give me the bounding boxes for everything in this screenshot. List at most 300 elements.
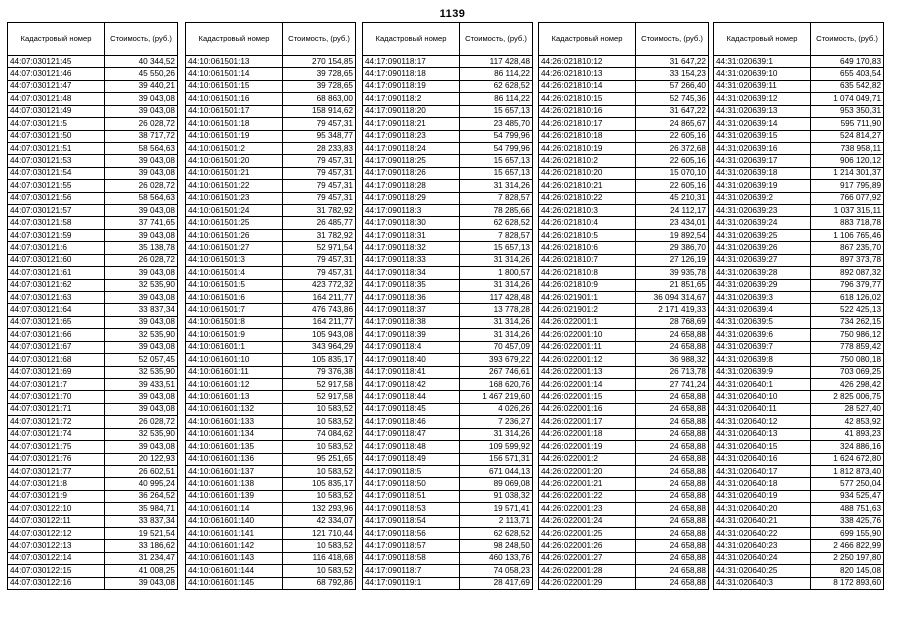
table-row [363, 192, 533, 204]
page-number: 1139 [439, 8, 466, 20]
cadastral-number-cell: 44:26:021810:8 [539, 267, 636, 279]
table-row [8, 428, 178, 440]
cost-cell: 10 583,52 [283, 403, 356, 415]
table-row [186, 167, 356, 179]
table-row [539, 80, 709, 92]
table-row [363, 118, 533, 130]
cost-cell: 91 038,32 [460, 490, 533, 502]
cadastral-number-cell: 44:17:090118:7 [363, 565, 460, 577]
cadastral-number-cell: 44:10:061601:142 [186, 540, 283, 552]
cost-cell: 74 084,62 [283, 428, 356, 440]
cost-cell: 738 958,11 [811, 142, 884, 154]
cost-cell: 52 917,58 [283, 391, 356, 403]
cost-cell: 164 211,77 [283, 292, 356, 304]
table-row [186, 366, 356, 378]
cost-cell: 39 728,65 [283, 80, 356, 92]
cost-cell: 393 679,22 [460, 354, 533, 366]
cadastral-number-cell: 44:10:061501:8 [186, 316, 283, 328]
cost-cell: 39 728,65 [283, 68, 356, 80]
cadastral-number-cell: 44:10:061601:132 [186, 403, 283, 415]
cadastral-number-cell: 44:31:020639:18 [714, 167, 811, 179]
table-row [186, 93, 356, 105]
cadastral-number-cell: 44:10:061601:11 [186, 366, 283, 378]
table-row [714, 254, 884, 266]
cadastral-number-cell: 44:07:030121:77 [8, 465, 105, 477]
cadastral-number-cell: 44:31:020639:13 [714, 105, 811, 117]
cost-cell: 7 828,57 [460, 192, 533, 204]
table-row [8, 242, 178, 254]
cadastral-number-cell: 44:31:020640:21 [714, 515, 811, 527]
cadastral-number-cell: 44:07:030121:74 [8, 428, 105, 440]
table-row [186, 279, 356, 291]
table-row [8, 316, 178, 328]
cost-cell: 15 070,10 [636, 167, 709, 179]
column-header-cost: Стоимость, (руб.) [283, 23, 356, 56]
table-row [363, 403, 533, 415]
table-row [8, 515, 178, 527]
table-row [539, 403, 709, 415]
cadastral-number-cell: 44:07:030121:7 [8, 378, 105, 390]
table-row [8, 180, 178, 192]
table-row [186, 490, 356, 502]
cost-cell: 10 583,52 [283, 565, 356, 577]
cadastral-number-cell: 44:17:090118:32 [363, 242, 460, 254]
table-row [363, 329, 533, 341]
cadastral-number-cell: 44:26:022001:22 [539, 490, 636, 502]
cost-cell: 7 236,27 [460, 416, 533, 428]
table-row [714, 229, 884, 241]
cost-cell: 39 043,08 [105, 341, 178, 353]
cost-cell: 58 564,63 [105, 142, 178, 154]
cadastral-number-cell: 44:07:030121:49 [8, 105, 105, 117]
cost-cell: 270 154,85 [283, 56, 356, 68]
cadastral-number-cell: 44:10:061501:22 [186, 180, 283, 192]
cost-cell: 24 658,88 [636, 329, 709, 341]
table-row [186, 552, 356, 564]
cost-cell: 31 314,26 [460, 254, 533, 266]
cost-cell: 42 853,92 [811, 416, 884, 428]
cadastral-number-cell: 44:31:020639:3 [714, 292, 811, 304]
cadastral-number-cell: 44:31:020640:12 [714, 416, 811, 428]
cost-cell: 79 457,31 [283, 267, 356, 279]
table-row [714, 329, 884, 341]
cost-cell: 58 564,63 [105, 192, 178, 204]
table-row [714, 80, 884, 92]
cadastral-number-cell: 44:26:021810:12 [539, 56, 636, 68]
table-row [186, 316, 356, 328]
cadastral-number-cell: 44:31:020639:9 [714, 366, 811, 378]
cost-cell: 39 043,08 [105, 205, 178, 217]
table-row [539, 279, 709, 291]
cost-cell: 31 314,26 [460, 180, 533, 192]
table-row [363, 304, 533, 316]
table-row [363, 478, 533, 490]
table-row [539, 453, 709, 465]
cadastral-number-cell: 44:17:090118:24 [363, 142, 460, 154]
cost-cell: 23 434,01 [636, 217, 709, 229]
table-row [363, 68, 533, 80]
cadastral-number-cell: 44:31:020640:16 [714, 453, 811, 465]
cadastral-number-cell: 44:31:020639:15 [714, 130, 811, 142]
table-row [539, 490, 709, 502]
cadastral-number-cell: 44:17:090118:49 [363, 453, 460, 465]
cost-cell: 19 571,41 [460, 503, 533, 515]
cadastral-number-cell: 44:26:022001:24 [539, 515, 636, 527]
cadastral-number-cell: 44:10:061501:26 [186, 229, 283, 241]
cadastral-number-cell: 44:17:090118:41 [363, 366, 460, 378]
cost-cell: 39 043,08 [105, 167, 178, 179]
cadastral-number-cell: 44:26:021810:20 [539, 167, 636, 179]
table-row [363, 130, 533, 142]
cadastral-number-cell: 44:31:020640:18 [714, 478, 811, 490]
cost-cell: 24 658,88 [636, 428, 709, 440]
table-row [714, 93, 884, 105]
cost-cell: 1 812 873,40 [811, 465, 884, 477]
cost-cell: 10 583,52 [283, 441, 356, 453]
cost-cell: 39 043,08 [105, 403, 178, 415]
cost-cell: 906 120,12 [811, 155, 884, 167]
cost-cell: 24 658,88 [636, 540, 709, 552]
cost-cell: 45 550,26 [105, 68, 178, 80]
cadastral-number-cell: 44:31:020640:3 [714, 577, 811, 589]
table-row [363, 391, 533, 403]
cadastral-number-cell: 44:31:020640:13 [714, 428, 811, 440]
table-row [363, 416, 533, 428]
cost-cell: 156 571,31 [460, 453, 533, 465]
table-row [539, 229, 709, 241]
table-row [186, 229, 356, 241]
cost-cell: 79 457,31 [283, 167, 356, 179]
cost-cell: 78 285,66 [460, 205, 533, 217]
cost-cell: 2 825 006,75 [811, 391, 884, 403]
cadastral-number-cell: 44:10:061501:20 [186, 155, 283, 167]
cadastral-number-cell: 44:31:020640:25 [714, 565, 811, 577]
table-row [8, 279, 178, 291]
cost-cell: 934 525,47 [811, 490, 884, 502]
cadastral-number-cell: 44:26:022001:15 [539, 391, 636, 403]
cost-cell: 39 440,21 [105, 80, 178, 92]
cadastral-number-cell: 44:07:030121:51 [8, 142, 105, 154]
cost-cell: 1 074 049,71 [811, 93, 884, 105]
table-row [8, 528, 178, 540]
cadastral-number-cell: 44:26:022001:12 [539, 354, 636, 366]
cost-cell: 38 717,72 [105, 130, 178, 142]
cost-cell: 522 425,13 [811, 304, 884, 316]
table-row [539, 391, 709, 403]
table-row [714, 142, 884, 154]
cadastral-number-cell: 44:17:090118:42 [363, 378, 460, 390]
cost-cell: 132 293,96 [283, 503, 356, 515]
cadastral-number-cell: 44:10:061601:140 [186, 515, 283, 527]
cadastral-number-cell: 44:17:090118:45 [363, 403, 460, 415]
table-row [539, 577, 709, 589]
cadastral-number-cell: 44:17:090118:57 [363, 540, 460, 552]
cadastral-number-cell: 44:26:022001:21 [539, 478, 636, 490]
table-row [8, 577, 178, 589]
table-row [714, 167, 884, 179]
cost-cell: 57 266,40 [636, 80, 709, 92]
cost-cell: 24 112,17 [636, 205, 709, 217]
cost-cell: 54 799,96 [460, 142, 533, 154]
column-header-cost: Стоимость, (руб.) [636, 23, 709, 56]
table-row [8, 192, 178, 204]
table-row [8, 391, 178, 403]
table-row [714, 56, 884, 68]
cost-cell: 618 126,02 [811, 292, 884, 304]
cost-cell: 79 457,31 [283, 254, 356, 266]
table-row [539, 118, 709, 130]
cost-cell: 15 657,13 [460, 105, 533, 117]
cost-cell: 750 080,18 [811, 354, 884, 366]
table-row [539, 56, 709, 68]
table-row [714, 341, 884, 353]
table-row [186, 267, 356, 279]
cadastral-number-cell: 44:07:030121:55 [8, 180, 105, 192]
table-row [186, 441, 356, 453]
cadastral-number-cell: 44:07:030122:13 [8, 540, 105, 552]
cadastral-number-cell: 44:31:020639:7 [714, 341, 811, 353]
table-row [186, 304, 356, 316]
cost-cell: 2 466 822,99 [811, 540, 884, 552]
cadastral-number-cell: 44:31:020640:22 [714, 528, 811, 540]
cadastral-number-cell: 44:31:020640:24 [714, 552, 811, 564]
cost-cell: 28 527,40 [811, 403, 884, 415]
cadastral-table-3 [362, 22, 533, 590]
cost-cell: 2 171 419,33 [636, 304, 709, 316]
cost-cell: 524 814,27 [811, 130, 884, 142]
table-row [539, 316, 709, 328]
cadastral-number-cell: 44:31:020640:19 [714, 490, 811, 502]
column-header-cadastral: Кадастровый номер [363, 23, 460, 56]
cadastral-number-cell: 44:26:021810:5 [539, 229, 636, 241]
cadastral-number-cell: 44:10:061501:17 [186, 105, 283, 117]
cost-cell: 40 995,24 [105, 478, 178, 490]
table-row [186, 465, 356, 477]
cadastral-number-cell: 44:26:022001:29 [539, 577, 636, 589]
cadastral-number-cell: 44:07:030121:64 [8, 304, 105, 316]
cadastral-number-cell: 44:26:021810:7 [539, 254, 636, 266]
table-row [363, 316, 533, 328]
cost-cell: 35 984,71 [105, 503, 178, 515]
cost-cell: 37 741,65 [105, 217, 178, 229]
cadastral-number-cell: 44:10:061501:23 [186, 192, 283, 204]
table-row [8, 167, 178, 179]
cost-cell: 79 457,31 [283, 118, 356, 130]
table-row [714, 416, 884, 428]
table-row [363, 540, 533, 552]
table-row [363, 552, 533, 564]
cost-cell: 1 624 672,80 [811, 453, 884, 465]
cadastral-number-cell: 44:17:090118:40 [363, 354, 460, 366]
cadastral-number-cell: 44:17:090118:37 [363, 304, 460, 316]
table-row [186, 142, 356, 154]
table-row [539, 254, 709, 266]
table-row [8, 217, 178, 229]
table-row [539, 329, 709, 341]
table-row [539, 267, 709, 279]
cost-cell: 33 154,23 [636, 68, 709, 80]
cost-cell: 168 620,76 [460, 378, 533, 390]
table-row [714, 118, 884, 130]
cadastral-number-cell: 44:26:022001:11 [539, 341, 636, 353]
cost-cell: 26 028,72 [105, 254, 178, 266]
table-row [8, 366, 178, 378]
cadastral-number-cell: 44:26:021810:22 [539, 192, 636, 204]
cost-cell: 13 778,28 [460, 304, 533, 316]
cost-cell: 1 106 765,46 [811, 229, 884, 241]
cadastral-number-cell: 44:07:030121:48 [8, 93, 105, 105]
cadastral-number-cell: 44:07:030121:9 [8, 490, 105, 502]
table-row [539, 428, 709, 440]
table-row [8, 118, 178, 130]
cost-cell: 31 647,22 [636, 105, 709, 117]
cost-cell: 68 863,00 [283, 93, 356, 105]
table-row [539, 93, 709, 105]
cadastral-number-cell: 44:17:090118:21 [363, 118, 460, 130]
table-row [8, 93, 178, 105]
table-row [363, 378, 533, 390]
table-row [8, 453, 178, 465]
table-row [363, 428, 533, 440]
cadastral-number-cell: 44:07:030121:66 [8, 329, 105, 341]
cost-cell: 45 210,31 [636, 192, 709, 204]
table-row [539, 242, 709, 254]
table-row [714, 205, 884, 217]
cadastral-number-cell: 44:07:030121:56 [8, 192, 105, 204]
table-row [186, 80, 356, 92]
cadastral-number-cell: 44:26:022001:25 [539, 528, 636, 540]
table-row [539, 167, 709, 179]
cadastral-number-cell: 44:17:090118:58 [363, 552, 460, 564]
table-row [714, 242, 884, 254]
cost-cell: 796 379,77 [811, 279, 884, 291]
cadastral-number-cell: 44:10:061601:141 [186, 528, 283, 540]
table-row [539, 205, 709, 217]
cost-cell: 98 248,50 [460, 540, 533, 552]
cadastral-number-cell: 44:10:061501:6 [186, 292, 283, 304]
cost-cell: 68 792,86 [283, 577, 356, 589]
cadastral-number-cell: 44:10:061601:136 [186, 453, 283, 465]
table-row [714, 105, 884, 117]
cadastral-number-cell: 44:10:061601:10 [186, 354, 283, 366]
column-header-cost: Стоимость, (руб.) [105, 23, 178, 56]
table-row [714, 354, 884, 366]
table-row [539, 465, 709, 477]
cadastral-number-cell: 44:17:090118:50 [363, 478, 460, 490]
cadastral-number-cell: 44:31:020639:1 [714, 56, 811, 68]
table-row [539, 192, 709, 204]
table-row [714, 465, 884, 477]
cadastral-number-cell: 44:31:020639:28 [714, 267, 811, 279]
cadastral-number-cell: 44:10:061601:137 [186, 465, 283, 477]
cadastral-number-cell: 44:17:090118:33 [363, 254, 460, 266]
table-row [363, 56, 533, 68]
table-row [8, 329, 178, 341]
cost-cell: 164 211,77 [283, 316, 356, 328]
table-row [539, 341, 709, 353]
cost-cell: 70 457,09 [460, 341, 533, 353]
cadastral-number-cell: 44:31:020639:14 [714, 118, 811, 130]
cost-cell: 39 043,08 [105, 316, 178, 328]
cost-cell: 21 851,65 [636, 279, 709, 291]
cadastral-number-cell: 44:10:061501:9 [186, 329, 283, 341]
cadastral-number-cell: 44:07:030121:75 [8, 441, 105, 453]
cost-cell: 39 043,08 [105, 229, 178, 241]
table-row [714, 453, 884, 465]
cadastral-number-cell: 44:26:021810:17 [539, 118, 636, 130]
cadastral-number-cell: 44:10:061501:14 [186, 68, 283, 80]
cadastral-number-cell: 44:26:022001:14 [539, 378, 636, 390]
cadastral-number-cell: 44:31:020639:25 [714, 229, 811, 241]
cost-cell: 26 713,78 [636, 366, 709, 378]
table-row [714, 267, 884, 279]
table-row [186, 56, 356, 68]
table-row [8, 155, 178, 167]
column-header-cadastral: Кадастровый номер [539, 23, 636, 56]
cadastral-number-cell: 44:17:090118:54 [363, 515, 460, 527]
cost-cell: 39 433,51 [105, 378, 178, 390]
table-row [714, 316, 884, 328]
cadastral-number-cell: 44:17:090118:18 [363, 68, 460, 80]
cadastral-number-cell: 44:07:030121:71 [8, 403, 105, 415]
table-row [714, 540, 884, 552]
cadastral-number-cell: 44:17:090118:17 [363, 56, 460, 68]
table-row [539, 68, 709, 80]
cadastral-number-cell: 44:10:061601:143 [186, 552, 283, 564]
cost-cell: 27 741,24 [636, 378, 709, 390]
cadastral-number-cell: 44:26:022001:18 [539, 428, 636, 440]
cadastral-number-cell: 44:10:061501:25 [186, 217, 283, 229]
table-row [8, 552, 178, 564]
cost-cell: 766 077,92 [811, 192, 884, 204]
table-row [8, 229, 178, 241]
cost-cell: 41 008,25 [105, 565, 178, 577]
cost-cell: 15 657,13 [460, 167, 533, 179]
table-row [363, 279, 533, 291]
table-row [186, 378, 356, 390]
cost-cell: 31 314,26 [460, 316, 533, 328]
table-row [363, 453, 533, 465]
cost-cell: 39 043,08 [105, 93, 178, 105]
table-row [8, 416, 178, 428]
column-header-cadastral: Кадастровый номер [186, 23, 283, 56]
cadastral-number-cell: 44:26:022001:10 [539, 329, 636, 341]
cadastral-number-cell: 44:07:030121:70 [8, 391, 105, 403]
cadastral-number-cell: 44:07:030121:50 [8, 130, 105, 142]
cost-cell: 22 605,16 [636, 155, 709, 167]
cost-cell: 40 344,52 [105, 56, 178, 68]
cost-cell: 26 028,72 [105, 118, 178, 130]
cost-cell: 27 126,19 [636, 254, 709, 266]
cadastral-number-cell: 44:10:061501:4 [186, 267, 283, 279]
cadastral-number-cell: 44:31:020639:27 [714, 254, 811, 266]
cost-cell: 26 602,51 [105, 465, 178, 477]
cadastral-number-cell: 44:31:020639:11 [714, 80, 811, 92]
cadastral-number-cell: 44:26:021810:3 [539, 205, 636, 217]
table-row [363, 242, 533, 254]
table-row [186, 478, 356, 490]
cadastral-number-cell: 44:26:022001:13 [539, 366, 636, 378]
table-row [186, 391, 356, 403]
table-row [714, 292, 884, 304]
cadastral-number-cell: 44:07:030122:10 [8, 503, 105, 515]
cadastral-number-cell: 44:31:020639:19 [714, 180, 811, 192]
table-row [363, 565, 533, 577]
cost-cell: 476 743,86 [283, 304, 356, 316]
cadastral-number-cell: 44:17:090119:1 [363, 577, 460, 589]
cost-cell: 750 986,12 [811, 329, 884, 341]
table-row [186, 453, 356, 465]
